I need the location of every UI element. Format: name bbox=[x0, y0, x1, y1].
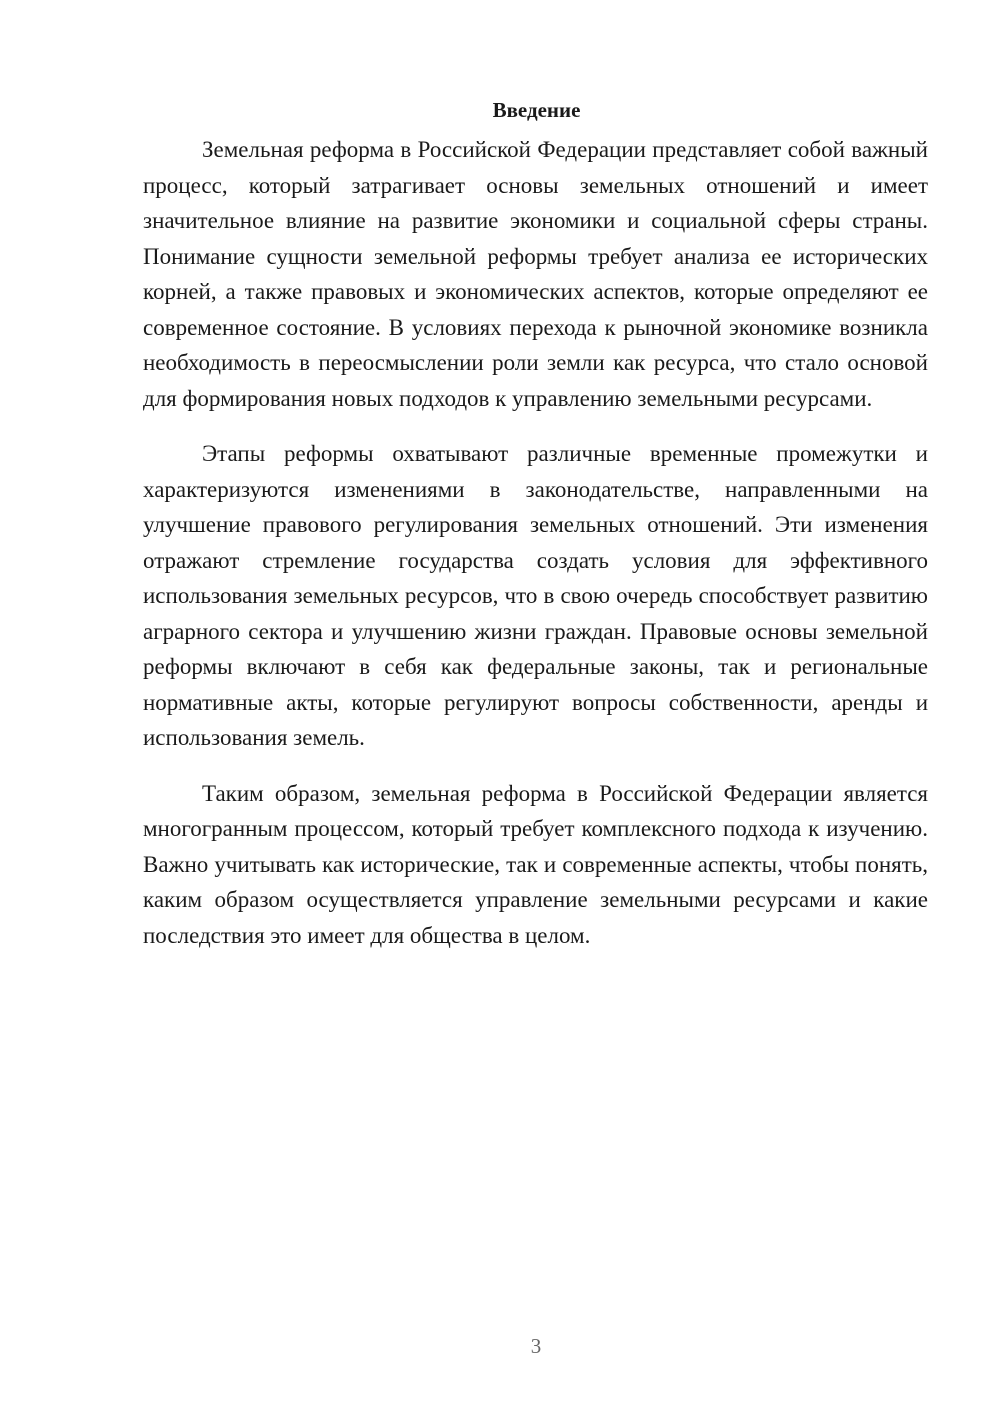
page-content bbox=[143, 92, 928, 973]
page-number: 3 bbox=[530, 1334, 542, 1358]
paragraph-1: Земельная реформа в Российской Федерации представляет собой важный процесс, который затрагивает основы земельных отношений и имеет значительное влияние на развитие экономики и социальной сферы страны. Понимание сущности земельной реформы требует анализа ее исторических корней, а также правовых и экономических аспектов, которые определяют ее современное состояние. В условиях перехода к рыночной экономике возникла необходимость в переосмыслении роли земли как ресурса, что стало основой для формирования новых подходов к управлению земельными ресурсами. bbox=[143, 137, 928, 411]
paragraph-2: Этапы реформы охватывают различные временные промежутки и характеризуются изменениями в законодательстве, направленными на улучшение правового регулирования земельных отношений. Эти изменения отражают стремление государства создать условия для эффективного использования земельных ресурсов, что в свою очередь способствует развитию аграрного сектора и улучшению жизни граждан. Правовые основы земельной реформы включают в себя как федеральные законы, так и региональные нормативные акты, которые регулируют вопросы собственности, аренды и использования земель. bbox=[143, 441, 928, 750]
paragraph-3: Таким образом, земельная реформа в Российской Федерации является многогранным процессом, который требует комплексного подхода к изучению. Важно учитывать как исторические, так и современные аспекты, чтобы понять, каким образом осуществляется управление земельными ресурсами и какие последствия это имеет для общества в целом. bbox=[143, 780, 928, 948]
section-heading: Введение bbox=[492, 98, 581, 122]
